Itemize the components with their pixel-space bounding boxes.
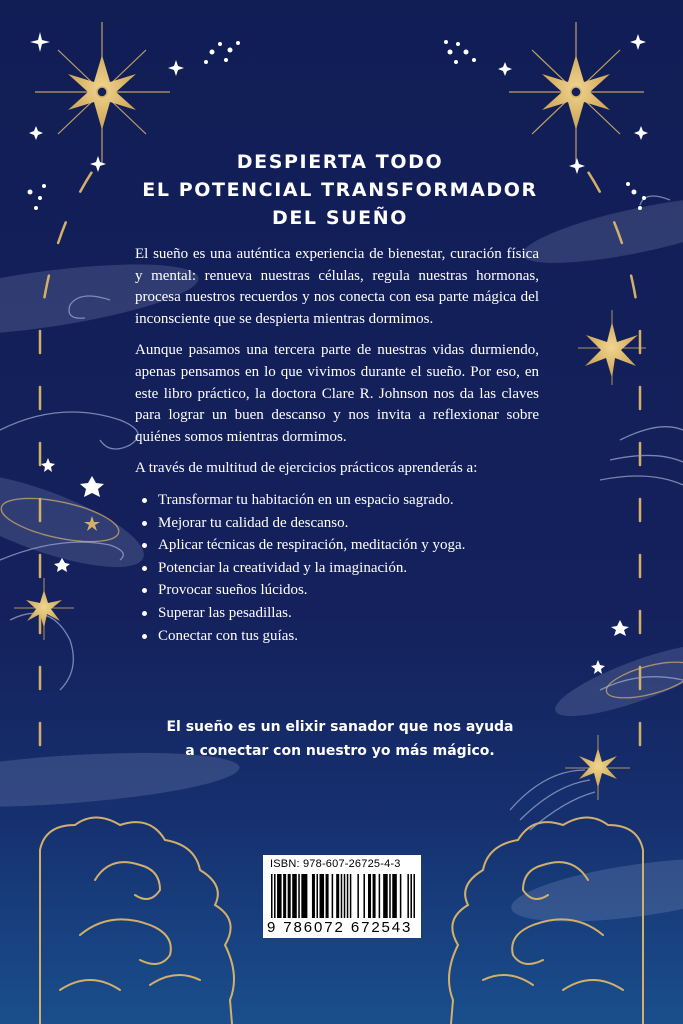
bullet-dot-icon bbox=[142, 498, 147, 503]
barcode-bar bbox=[373, 874, 376, 918]
synopsis-text bbox=[135, 244, 539, 648]
barcode-bar bbox=[332, 874, 334, 918]
benefits-list bbox=[135, 490, 539, 648]
barcode-bar bbox=[363, 874, 365, 918]
barcode-bar bbox=[301, 874, 307, 918]
bullet-dot-icon bbox=[142, 611, 147, 616]
list-item bbox=[135, 490, 539, 513]
barcode-bar bbox=[368, 874, 371, 918]
list-item bbox=[135, 603, 539, 626]
barcode-bar bbox=[316, 874, 318, 918]
barcode-bar bbox=[383, 874, 388, 918]
heading-line-2: EL POTENCIAL TRANSFORMADOR bbox=[142, 179, 538, 201]
barcode-bar bbox=[392, 874, 397, 918]
barcode-bar bbox=[347, 874, 349, 918]
exercises-intro: A través de multitud de ejercicios prácticos aprenderás a: bbox=[135, 460, 478, 477]
barcode-digits: 9 786072 672543 bbox=[267, 919, 413, 936]
barcode-bar bbox=[271, 874, 273, 918]
heading-line-1: DESPIERTA TODO bbox=[236, 151, 444, 173]
closing-line-1: El sueño es un elixir sanador que nos ayuda bbox=[166, 719, 514, 735]
list-item-text: Superar las pesadillas. bbox=[158, 604, 292, 621]
bullet-dot-icon bbox=[142, 566, 147, 571]
gold-shooting-star bbox=[565, 735, 630, 800]
barcode-bar bbox=[379, 874, 381, 918]
barcode-bar bbox=[336, 874, 339, 918]
bullet-dot-icon bbox=[142, 634, 147, 639]
heading-line-3: DEL SUEÑO bbox=[271, 207, 409, 229]
list-item-text: Mejorar tu calidad de descanso. bbox=[158, 514, 349, 531]
barcode-bar bbox=[357, 874, 359, 918]
isbn-barcode bbox=[263, 855, 421, 938]
barcode-bar bbox=[283, 874, 286, 918]
barcode-bars bbox=[271, 874, 415, 920]
bullet-dot-icon bbox=[142, 543, 147, 548]
list-item bbox=[135, 535, 539, 558]
gold-star-top-left bbox=[35, 22, 170, 165]
list-item bbox=[135, 513, 539, 536]
barcode-bar bbox=[320, 874, 325, 918]
barcode-bar bbox=[298, 874, 300, 918]
barcode-bar bbox=[344, 874, 346, 918]
barcode-bar bbox=[326, 874, 329, 918]
cover-heading bbox=[140, 148, 540, 232]
list-item-text: Provocar sueños lúcidos. bbox=[158, 582, 308, 599]
list-item-text: Conectar con tus guías. bbox=[158, 627, 298, 644]
isbn-label: ISBN: 978-607-26725-4-3 bbox=[270, 858, 401, 870]
closing-line-2: a conectar con nuestro yo más mágico. bbox=[185, 743, 495, 759]
barcode-bar bbox=[288, 874, 291, 918]
synopsis-paragraph-2: Aunque pasamos una tercera parte de nuestras vidas durmiendo, apenas pensamos en lo que vivimos durante el sueño. Por eso, en este libro práctico, la doctora Clare R. Johnson nos da las claves para lograr un buen descanso y nos invita a reflexionar sobre quiénes somos mientras dormimos. bbox=[135, 342, 539, 445]
barcode-bar bbox=[350, 874, 352, 918]
barcode-bar bbox=[341, 874, 343, 918]
gold-star-top-right bbox=[509, 22, 644, 165]
barcode-bar bbox=[400, 874, 402, 918]
gold-cloud-right bbox=[449, 818, 643, 1024]
synopsis-paragraph-1: El sueño es una auténtica experiencia de bienestar, curación física y mental: renueva nuestras células, regula nuestras hormonas, procesa nuestros recuerdos y nos conecta con esa parte mágica del inconsciente que se despierta mientras dormimos. bbox=[135, 246, 539, 327]
barcode-bar bbox=[292, 874, 297, 918]
list-item bbox=[135, 626, 539, 649]
list-item-text: Potenciar la creatividad y la imaginación. bbox=[158, 559, 408, 576]
list-item bbox=[135, 580, 539, 603]
barcode-bar bbox=[407, 874, 409, 918]
barcode-bar bbox=[277, 874, 282, 918]
bullet-dot-icon bbox=[142, 588, 147, 593]
bullet-dot-icon bbox=[142, 521, 147, 526]
barcode-bar bbox=[410, 874, 412, 918]
list-item-text: Transformar tu habitación en un espacio sagrado. bbox=[158, 491, 454, 508]
closing-tagline bbox=[150, 715, 530, 763]
barcode-bar bbox=[274, 874, 276, 918]
barcode-bar bbox=[413, 874, 415, 918]
barcode-bar bbox=[312, 874, 315, 918]
barcode-bar bbox=[389, 874, 391, 918]
list-item-text: Aplicar técnicas de respiración, meditación y yoga. bbox=[158, 537, 466, 554]
gold-cloud-left bbox=[40, 818, 234, 1024]
list-item bbox=[135, 558, 539, 581]
gold-star-right bbox=[578, 310, 646, 385]
